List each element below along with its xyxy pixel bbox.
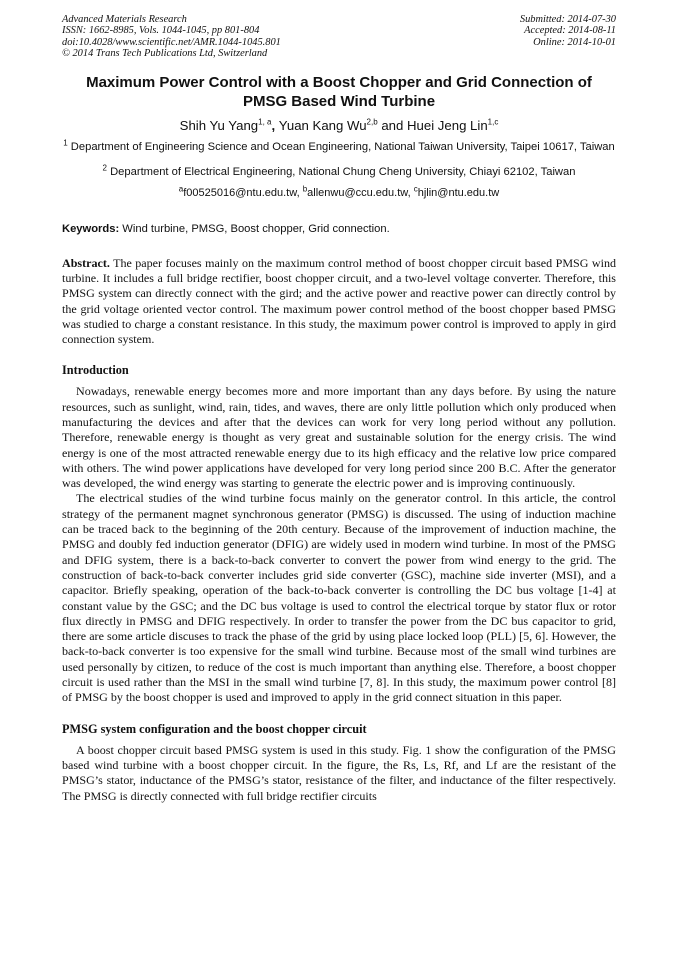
- affiliation-text: Department of Engineering Science and Ocean Engineering, National Taiwan University, Taipei 10617, Taiwan: [70, 140, 615, 153]
- journal-doi: doi:10.4028/www.scientific.net/AMR.1044-1045.801: [62, 36, 281, 48]
- abstract-text: The paper focuses mainly on the maximum control method of boost chopper circuit based PMSG wind turbine. It includes a full bridge rectifier, boost chopper circuit, and a two-level voltage converter. Therefore, this PMSG system can directly connect with the gird; and the active power and reactive power can directly control by the grid voltage oriented vector control. The maximum power control method of the boost chopper based PMSG was studied to charge a constant resistance. In this study, the maximum power control is improved to apply in gird connection system.: [62, 255, 616, 347]
- email-sup: a: [178, 183, 184, 193]
- affiliation-sup: 1: [63, 137, 68, 147]
- author-sup: 1,c: [487, 117, 499, 127]
- affiliation-1: [62, 137, 616, 155]
- affiliation-sup: 2: [102, 162, 107, 172]
- section-heading-configuration: PMSG system configuration and the boost chopper circuit: [62, 721, 367, 736]
- keywords-text: Wind turbine, PMSG, Boost chopper, Grid connection.: [119, 222, 390, 235]
- intro-paragraph-2: The electrical studies of the wind turbine focus mainly on the generator control. In this article, the control strategy of the permanent magnet synchronous generator (PMSG) is discussed. The using of induction machine can be traced back to the beginning of the 20th century. Because of the improvement of induction machine, the PMSG and doubly fed induction generator (DFIG) are widely used in modern wind turbine. In most of the PMSG and DFIG system, there is a back-to-back converter to convert the power from wind energy to the grid. The construction of back-to-back converter includes grid side converter (GSC), machine side inverter (MSI), and a capacitor. Briefly speaking, operation of the back-to-back converter is controlling the DC bus voltage [1-4] at constant value by the GSC; and the DC bus voltage is used to control the electrical torque by stator flux or rotor flux directly in PMSG and DFIG respectively. In order to transfer the power from the DC bus capacitor to grid, there are some article discuses to track the phase of the grid by using place locked loop (PLL) [5, 6]. However, the back-to-back converter is too expensive for the small wind turbine. Because most of the small wind turbines are used personally by citizen, to reduce of the cost is much important than anything else. Therefore, a boost chopper circuit is used rather than the MSI in the small wind turbine [7, 8]. In this study, the maximum power control [8] of PMSG by the boost chopper is used and improved to apply in the grid connect situation in this paper.: [62, 491, 616, 705]
- email-address[interactable]: hjlin@ntu.edu.tw: [417, 186, 500, 199]
- email-list: [62, 183, 616, 200]
- journal-name: Advanced Materials Research: [62, 14, 187, 25]
- section-heading-introduction: Introduction: [62, 363, 129, 378]
- author-sup: 1, a: [258, 117, 272, 127]
- author-list: [62, 117, 616, 134]
- date-submitted: Submitted: 2014-07-30: [519, 14, 616, 25]
- journal-header: [62, 14, 616, 60]
- email-separator: ,: [296, 186, 303, 199]
- affiliation-2: [62, 162, 616, 180]
- journal-dates: [520, 14, 616, 60]
- keywords-label: Keywords:: [62, 222, 120, 235]
- keywords: [62, 222, 616, 236]
- intro-paragraph-1: Nowadays, renewable energy becomes more and more important than any days before. By using the nature resources, such as sunlight, wind, rain, tides, and waves, there are only little pollution which only produced when manufacturing the devices and after that the devices can work for very long period without any pollution. Therefore, renewable energy is thought as very great and sustainable solution for the energy crisis. The wind energy is one of the most attracted renewable energy due to its high efficacy and the relative low price compared with others. The wind power applications have developed for very long period since 200 B.C. After the generator was developed, the wind energy was starting to generate the electric power and is improving continuously.: [62, 384, 616, 491]
- author-name: Huei Jeng Lin: [407, 117, 488, 133]
- journal-copyright: © 2014 Trans Tech Publications Ltd, Switzerland: [62, 48, 268, 60]
- date-accepted: Accepted: 2014-08-11: [524, 25, 616, 37]
- email-sup: c: [413, 183, 418, 193]
- email-address[interactable]: allenwu@ccu.edu.tw: [307, 186, 408, 199]
- email-address[interactable]: f00525016@ntu.edu.tw: [183, 186, 297, 199]
- paper-title: Maximum Power Control with a Boost Chopper and Grid Connection of PMSG Based Wind Turbine: [86, 73, 592, 110]
- author-separator: and: [377, 117, 408, 133]
- email-sup: b: [302, 183, 308, 193]
- abstract-label: Abstract.: [62, 255, 110, 270]
- author-name: Shih Yu Yang: [179, 117, 259, 133]
- journal-issn: ISSN: 1662-8985, Vols. 1044-1045, pp 801-804: [62, 25, 260, 37]
- config-paragraph-1: A boost chopper circuit based PMSG system is used in this study. Fig. 1 show the configuration of the PMSG based wind turbine with a boost chopper circuit. In the figure, the Rs, Ls, Rf, and Lf are the resistant of the PMSG’s stator, inductance of the PMSG’s stator, resistance of the filter, and inductance of the filter respectively. The PMSG is directly connected with full bridge rectifier circuits: [62, 742, 616, 803]
- author-sup: 2,b: [366, 117, 378, 127]
- affiliation-text: Department of Electrical Engineering, National Chung Cheng University, Chiayi 62102, Taiwan: [110, 165, 576, 178]
- abstract: [62, 256, 616, 348]
- author-separator: ,: [271, 117, 279, 133]
- email-separator: ,: [407, 186, 414, 199]
- author-name: Yuan Kang Wu: [278, 117, 367, 133]
- journal-info: [62, 14, 281, 60]
- date-online: Online: 2014-10-01: [533, 36, 616, 48]
